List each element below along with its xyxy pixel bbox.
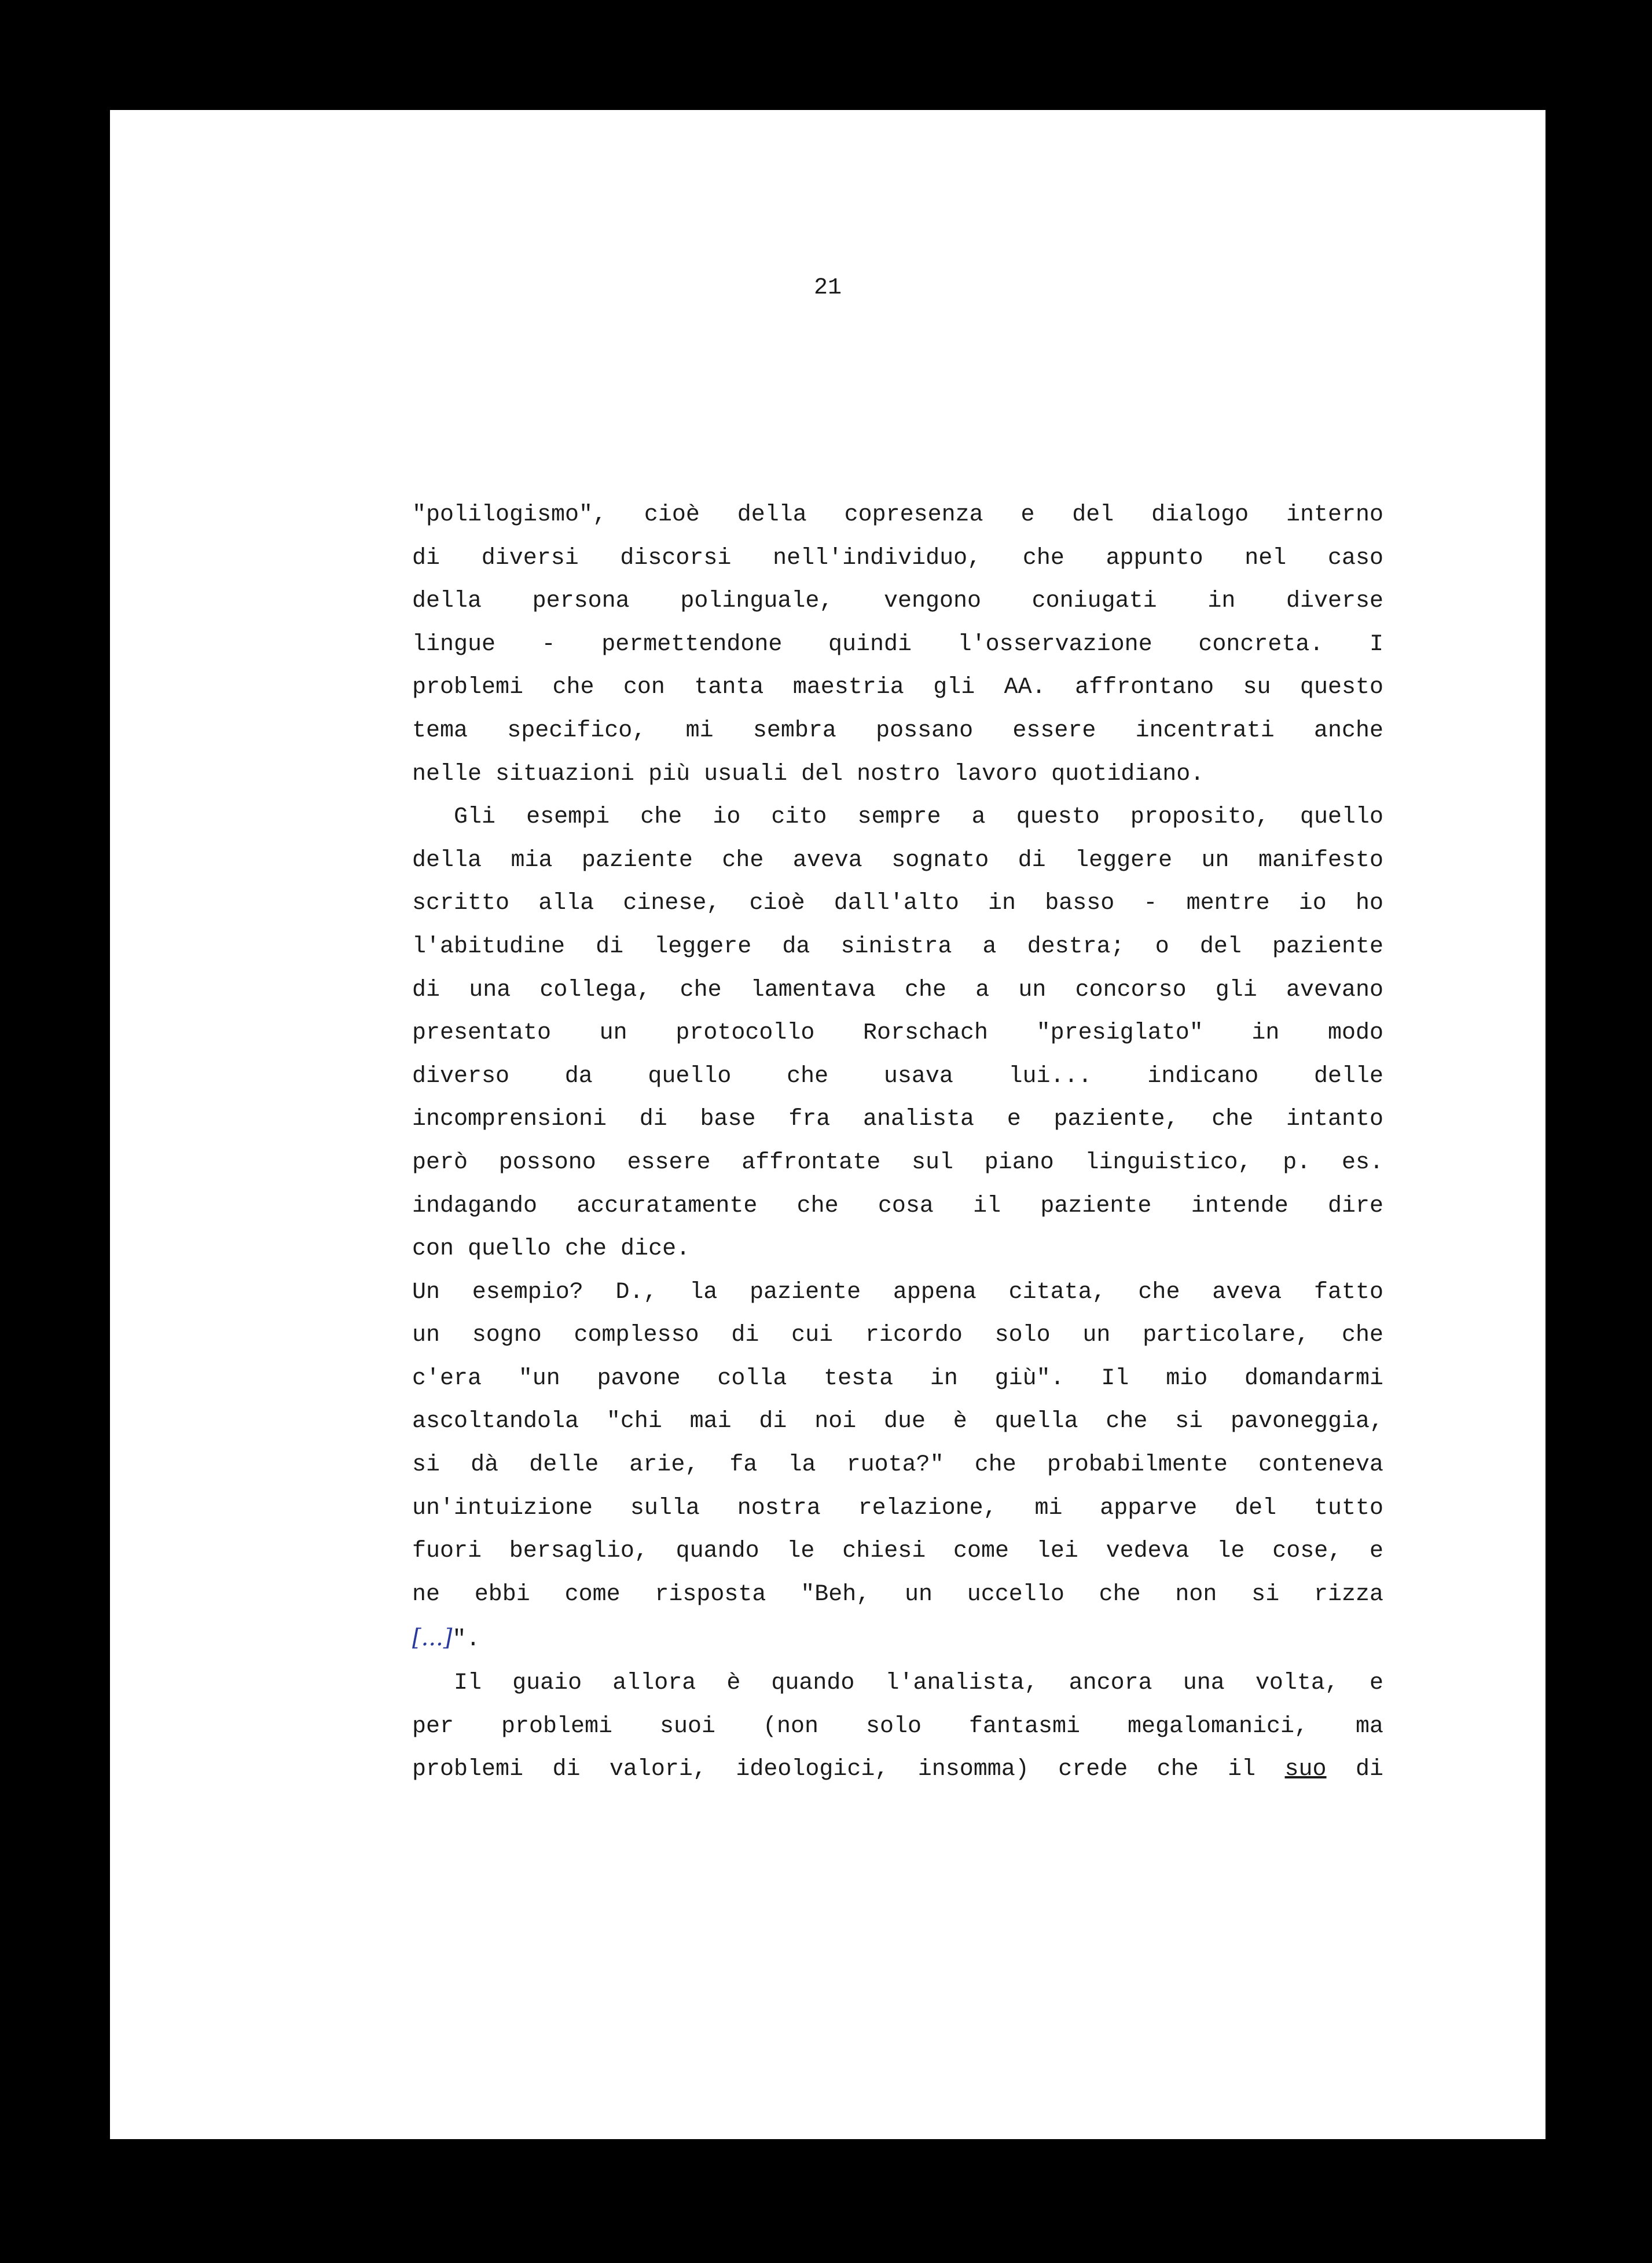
text-line: tema specifico, mi sembra possano essere incentrati anche (412, 717, 1383, 744)
underlined-word: suo (1284, 1756, 1327, 1783)
handwritten-ellipsis-mark: [...] (412, 1624, 453, 1652)
text-line: l'abitudine di leggere da sinistra a destra; o del paziente (412, 933, 1383, 960)
text-line: con quello che dice. (412, 1236, 691, 1263)
text-line: ne ebbi come risposta "Beh, un uccello che non si rizza (412, 1581, 1383, 1608)
text-line: fuori bersaglio, quando le chiesi come lei vedeva le cose, e (412, 1538, 1383, 1565)
text-line: però possono essere affrontate sul piano linguistico, p. es. (412, 1149, 1383, 1176)
text-line: c'era "un pavone colla testa in giù". Il mio domandarmi (412, 1365, 1383, 1392)
text-line: diverso da quello che usava lui... indicano delle (412, 1063, 1383, 1090)
text-line (412, 1748, 1383, 1792)
document-page (110, 110, 1545, 2139)
text-line: un sogno complesso di cui ricordo solo un particolare, che (412, 1322, 1383, 1349)
text-line: scritto alla cinese, cioè dall'alto in basso - mentre io ho (412, 890, 1383, 917)
text-line: Il guaio allora è quando l'analista, ancora una volta, e (454, 1670, 1383, 1697)
text-line: indagando accuratamente che cosa il paziente intende dire (412, 1193, 1383, 1219)
text-line: ascoltandola "chi mai di noi due è quella che si pavoneggia, (412, 1409, 1383, 1435)
text-line: problemi che con tanta maestria gli AA. affrontano su questo (412, 674, 1383, 701)
text-line (412, 1616, 1383, 1662)
text-line: un'intuizione sulla nostra relazione, mi apparve del tutto (412, 1495, 1383, 1521)
text-line: "polilogismo", cioè della copresenza e del dialogo interno (412, 502, 1383, 528)
text-line: per problemi suoi (non solo fantasmi megalomanici, ma (412, 1713, 1383, 1740)
text-line: incomprensioni di base fra analista e paziente, che intanto (412, 1106, 1383, 1133)
text-line: Un esempio? D., la paziente appena citata, che aveva fatto (412, 1279, 1383, 1305)
text-line: presentato un protocollo Rorschach "presiglato" in modo (412, 1020, 1383, 1047)
text-fragment: di (1326, 1756, 1383, 1783)
text-line: di diversi discorsi nell'individuo, che appunto nel caso (412, 545, 1383, 571)
text-line: della persona polinguale, vengono coniugati in diverse (412, 588, 1383, 615)
paragraph-3 (412, 1271, 1383, 1662)
text-line: di una collega, che lamentava che a un concorso gli avevano (412, 977, 1383, 1003)
text-fragment: problemi di valori, ideologici, insomma) crede che il (412, 1756, 1285, 1783)
paragraph-1 (412, 494, 1383, 796)
body-text (412, 494, 1383, 1792)
text-line: Gli esempi che io cito sempre a questo proposito, quello (454, 804, 1383, 831)
page-number: 21 (813, 275, 842, 301)
text-line: lingue - permettendone quindi l'osservazione concreta. I (412, 631, 1383, 658)
text-line: della mia paziente che aveva sognato di leggere un manifesto (412, 847, 1383, 874)
text-line: nelle situazioni più usuali del nostro lavoro quotidiano. (412, 761, 1205, 787)
text-line: si dà delle arie, fa la ruota?" che probabilmente conteneva (412, 1452, 1383, 1479)
text-fragment: ". (452, 1627, 480, 1653)
paragraph-4 (412, 1662, 1383, 1792)
paragraph-2 (412, 796, 1383, 1271)
